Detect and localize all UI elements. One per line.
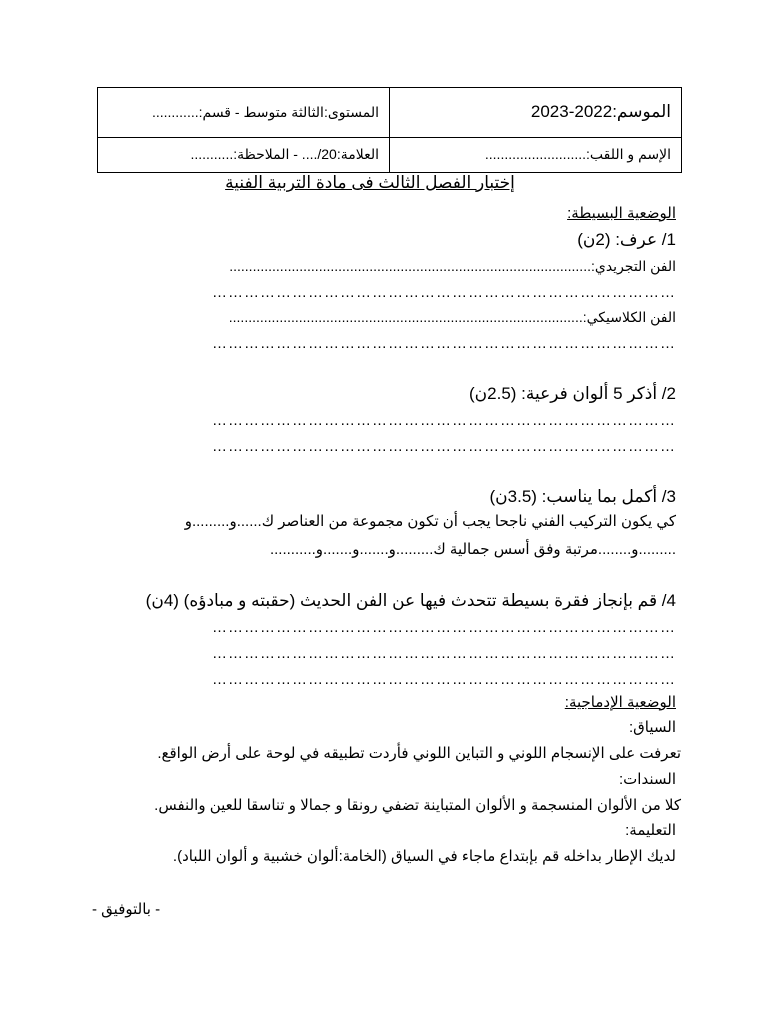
- q1-term-classic: الفن الكلاسيكي:...........................................................................................: [228, 309, 676, 325]
- exam-title: إختبار الفصل الثالث فى مادة التربية الفنية: [225, 173, 515, 192]
- q1-label: 1/ عرف: (2ن): [577, 230, 676, 249]
- context-text: تعرفت على الإنسجام اللوني و التباين اللوني فأردت تطبيقه في لوحة على أرض الواقع.: [157, 745, 681, 762]
- header-table: [97, 87, 682, 173]
- season-cell: الموسم:2022-2023: [390, 88, 682, 138]
- q4-dots-1: ……………………………………………………………………………: [212, 619, 676, 636]
- q2-dots-1: ……………………………………………………………………………: [212, 412, 676, 429]
- supports-text: كلا من الألوان المنسجمة و الألوان المتباينة تضفي رونقا و جمالا و تناسقا للعين والنفس.: [154, 797, 681, 814]
- instruction-text: لديك الإطار بداخله قم بإبتداع ماجاء في السياق (الخامة:ألوان خشبية و ألوان اللباد).: [172, 848, 676, 865]
- q4-label: 4/ قم بإنجاز فقرة بسيطة تتحدث فيها عن الفن الحديث (حقبته و مبادؤه) (4ن): [145, 591, 676, 610]
- supports-label: السندات:: [619, 771, 676, 788]
- context-label: السياق:: [628, 719, 676, 736]
- q4-dots-2: ……………………………………………………………………………: [212, 645, 676, 662]
- grade-cell: العلامة:20/.... - الملاحظة:...........: [98, 137, 390, 172]
- instruction-label: التعليمة:: [625, 822, 676, 839]
- simple-section-heading: الوضعية البسيطة:: [567, 205, 676, 222]
- q2-dots-2: ……………………………………………………………………………: [212, 438, 676, 455]
- q2-label: 2/ أذكر 5 ألوان فرعية: (2.5ن): [468, 384, 676, 403]
- closing-wish: - بالتوفيق -: [92, 901, 161, 918]
- q1-dots-2: ……………………………………………………………………………: [212, 335, 676, 352]
- level-cell: المستوى:الثالثة متوسط - قسم:............: [98, 88, 390, 138]
- name-cell: الإسم و اللقب:..........................: [390, 137, 682, 172]
- q1-term-abstract: الفن التجريدي:.............................................................................................: [229, 258, 676, 274]
- q1-dots-1: ……………………………………………………………………………: [212, 284, 676, 301]
- q3-line-2: .........و........مرتبة وفق أسس جمالية ك.........و.......و.......و...........: [269, 541, 676, 558]
- integration-section-heading: الوضعية الإدماجية:: [564, 694, 676, 711]
- q3-line-1: كي يكون التركيب الفني ناجحا يجب أن تكون مجموعة من العناصر ك......و.........و: [184, 513, 676, 530]
- q3-label: 3/ أكمل بما يناسب: (3.5ن): [489, 487, 676, 506]
- q4-dots-3: ……………………………………………………………………………: [212, 671, 676, 688]
